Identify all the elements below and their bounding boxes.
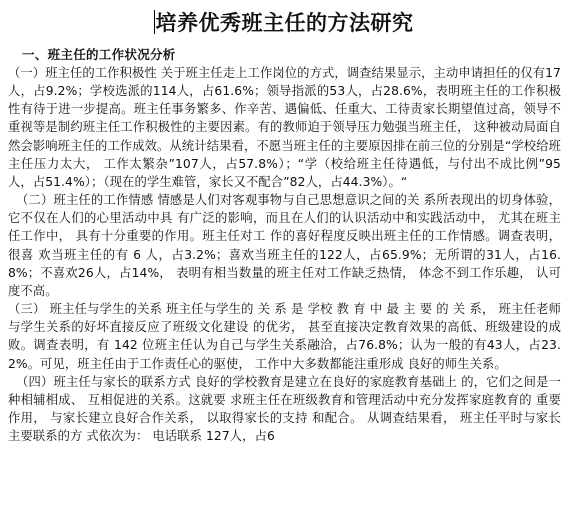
document-title: 培养优秀班主任的方法研究: [155, 10, 414, 35]
title-line: [0, 7, 567, 37]
paragraph-parent-contact: （四）班主任与家长的联系方式 良好的学校教育是建立在良好的家庭教育基础上 的，它们之间是一种相辅相成、 互相促进的关系。这就要 求班主任在班级教育和管理活动中充分发挥家庭教育的 重要作用， 与家长建立良好合作关系， 以取得家长的支持 和配合。 从调查结果看， 班主任平时与家长主要联系的方 式依次为： 电话联系 127人，占6: [8, 374, 561, 444]
paragraph-teacher-student-relationship: （三） 班主任与学生的关系 班主任与学生的 关 系 是 学校 教 育 中 最 主 要 的 关 系， 班主任老师与学生关系的好坏直接反应了班级文化建设 的优劣， 甚至直接决定教育效果的高低、班级建设的成 败。调查表明，有 142 位班主任认为自己与学生关系融洽，占76.8%；认为一般的有43人，占23.2%。可见，班主任由于工作责任心的驱使， 工作中大多数都能注重形成 良好的师生关系。: [8, 302, 561, 371]
paragraph-work-enthusiasm: （一）班主任的工作积极性 关于班主任走上工作岗位的方式，调查结果显示，主动申请担任的仅有17人，占9.2%；学校选派的114人，占61.6%；领导指派的53人，占28.6%，表明班主任的工作积极性有待于进一步提高。班主任事务繁多、作辛苦、遇偏低、任重大、工待责家长期望值过高，领导不重视等是制约班主任工作积极性的主要因素。有的教师迫于领导压力勉强当班主任， 这种被动局面自然会影响班主任的工作成效。从统计结果看，不愿当班主任的主要原因排在前三位的分别是“学校给班主任压力太大， 工作太繁杂”107人，占57.8%）；“学（校给班主任待遇低，与付出不成比例”95人，占51.4%）；（现在的学生难管，家长又不配合”82人，占44.3%）。“: [8, 66, 561, 189]
text-cursor: [154, 10, 155, 34]
paragraph-work-emotion: （二）班主任的工作情感 情感是人们对客观事物与自己思想意识之间的关 系所表现出的切身体验， 它不仅在人们的心里活动中具 有广泛的影响，而且在人们的认识活动中和实践活动中， 尤其在班主任工作中， 具有十分重要的作用。班主任对工 作的喜好程度反映出班主任的工作情感。调查表明， 很喜 欢当班主任的有 6 人，占3.2%；喜欢当班主任的122人，占65.9%；无所谓的31人，占16.8%；不喜欢26人，占14%， 表明有相当数量的班主任对工作缺乏热情， 体念不到工作乐趣， 认可度不高。: [8, 193, 561, 298]
document-body: [8, 64, 561, 445]
section-heading: 一、班主任的工作状况分析: [22, 47, 176, 62]
